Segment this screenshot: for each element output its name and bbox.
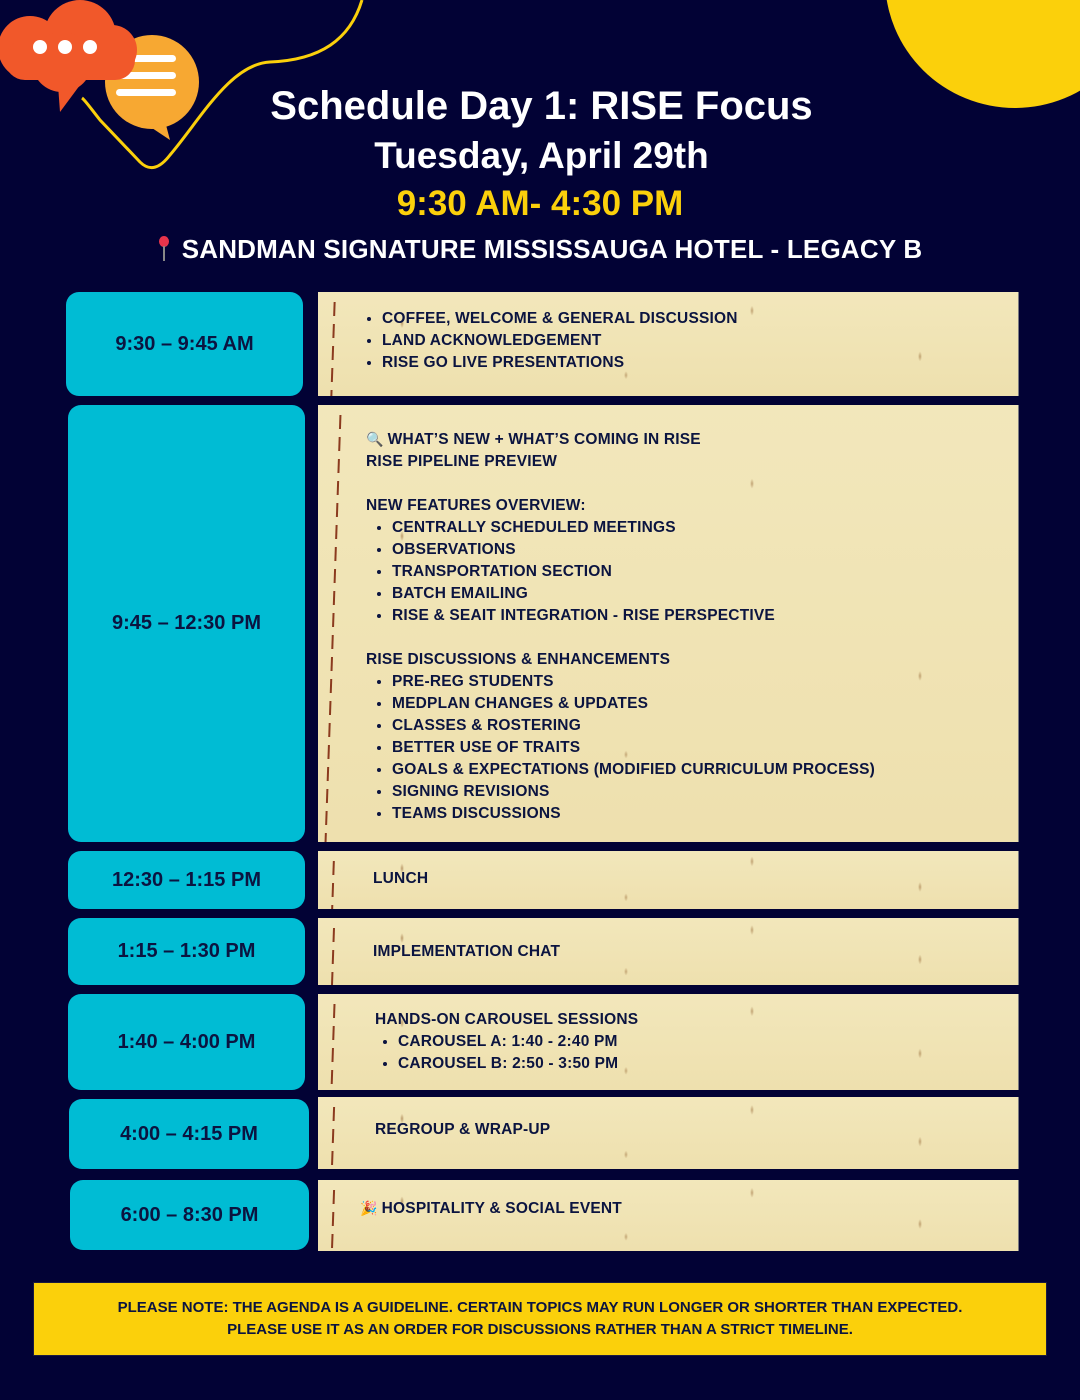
page-title: Schedule Day 1: RISE Focus [270, 84, 813, 128]
stitch-decoration [331, 1190, 335, 1251]
list-item: • TRANSPORTATION SECTION [392, 561, 875, 583]
list-item: • CAROUSEL B: 2:50 - 3:50 PM [398, 1053, 638, 1075]
event-hours: 9:30 AM- 4:30 PM [396, 184, 684, 223]
stitch-decoration [325, 415, 342, 842]
agenda-card [318, 1097, 1019, 1169]
page-header [0, 82, 1080, 228]
time-label: 12:30 – 1:15 PM [112, 868, 261, 891]
time-slot [70, 1180, 309, 1250]
list-item: • OBSERVATIONS [392, 539, 875, 561]
list-item: • BATCH EMAILING [392, 583, 875, 605]
pin-icon [158, 236, 170, 262]
agenda-card [318, 405, 1019, 842]
party-popper-icon: 🎉 [360, 1200, 378, 1216]
list-item: • CENTRALLY SCHEDULED MEETINGS [392, 517, 875, 539]
list-item: • PRE-REG STUDENTS [392, 671, 875, 693]
event-location [0, 232, 1080, 266]
list-item: • BETTER USE OF TRAITS [392, 737, 875, 759]
agenda-label: REGROUP & WRAP-UP [375, 1121, 551, 1138]
stitch-decoration [331, 928, 335, 985]
time-label: 9:30 – 9:45 AM [115, 332, 254, 355]
disclaimer-note [33, 1282, 1047, 1356]
time-label: 1:15 – 1:30 PM [117, 940, 256, 962]
list-item: • CAROUSEL A: 1:40 - 2:40 PM [398, 1031, 638, 1053]
note-line: PLEASE NOTE: THE AGENDA IS A GUIDELINE. CERTAIN TOPICS MAY RUN LONGER OR SHORTER THAN EXPECTED. [117, 1299, 963, 1316]
agenda-label: LUNCH [373, 870, 429, 887]
stitch-decoration [331, 861, 335, 909]
section-title: RISE DISCUSSIONS & ENHANCEMENTS [366, 651, 671, 668]
list-item: • COFFEE, WELCOME & GENERAL DISCUSSION [382, 308, 738, 330]
stitch-decoration [330, 302, 335, 396]
agenda-card [318, 918, 1019, 985]
list-item: • RISE & SEAIT INTEGRATION - RISE PERSPECTIVE [392, 605, 875, 627]
list-item: • GOALS & EXPECTATIONS (MODIFIED CURRICULUM PROCESS) [392, 759, 875, 781]
agenda-label: IMPLEMENTATION CHAT [373, 943, 561, 960]
list-item: • CLASSES & ROSTERING [392, 715, 875, 737]
location-text: SANDMAN SIGNATURE MISSISSAUGA HOTEL - LEGACY B [181, 234, 923, 264]
agenda-label: HANDS-ON CAROUSEL SESSIONS [375, 1011, 639, 1028]
time-label: 4:00 – 4:15 PM [120, 1122, 258, 1145]
list-item: • SIGNING REVISIONS [392, 781, 875, 803]
event-date: Tuesday, April 29th [374, 135, 709, 176]
stitch-decoration [330, 1004, 335, 1090]
section-heading: WHAT’S NEW + WHAT’S COMING IN RISE [387, 431, 701, 448]
time-slot [68, 405, 305, 842]
magnifier-icon: 🔍 [366, 431, 384, 447]
agenda-label: HOSPITALITY & SOCIAL EVENT [381, 1200, 622, 1217]
list-item: • MEDPLAN CHANGES & UPDATES [392, 693, 875, 715]
stitch-decoration [331, 1107, 335, 1169]
time-label: 9:45 – 12:30 PM [112, 612, 261, 634]
agenda-card [318, 851, 1019, 909]
list-item: • TEAMS DISCUSSIONS [392, 803, 875, 825]
agenda-card [318, 292, 1019, 396]
time-slot [68, 994, 305, 1090]
note-line: PLEASE USE IT AS AN ORDER FOR DISCUSSIONS RATHER THAN A STRICT TIMELINE. [227, 1321, 853, 1338]
time-slot [66, 292, 303, 396]
agenda-card [318, 994, 1019, 1090]
list-item: • RISE GO LIVE PRESENTATIONS [382, 352, 738, 374]
time-label: 1:40 – 4:00 PM [117, 1030, 256, 1053]
section-subheading: RISE PIPELINE PREVIEW [366, 453, 558, 470]
time-slot [69, 1099, 309, 1169]
list-item: • LAND ACKNOWLEDGEMENT [382, 330, 738, 352]
section-title: NEW FEATURES OVERVIEW: [366, 497, 586, 514]
time-slot [68, 918, 305, 985]
time-slot [68, 851, 305, 909]
time-label: 6:00 – 8:30 PM [120, 1203, 259, 1226]
agenda-card [318, 1180, 1019, 1251]
